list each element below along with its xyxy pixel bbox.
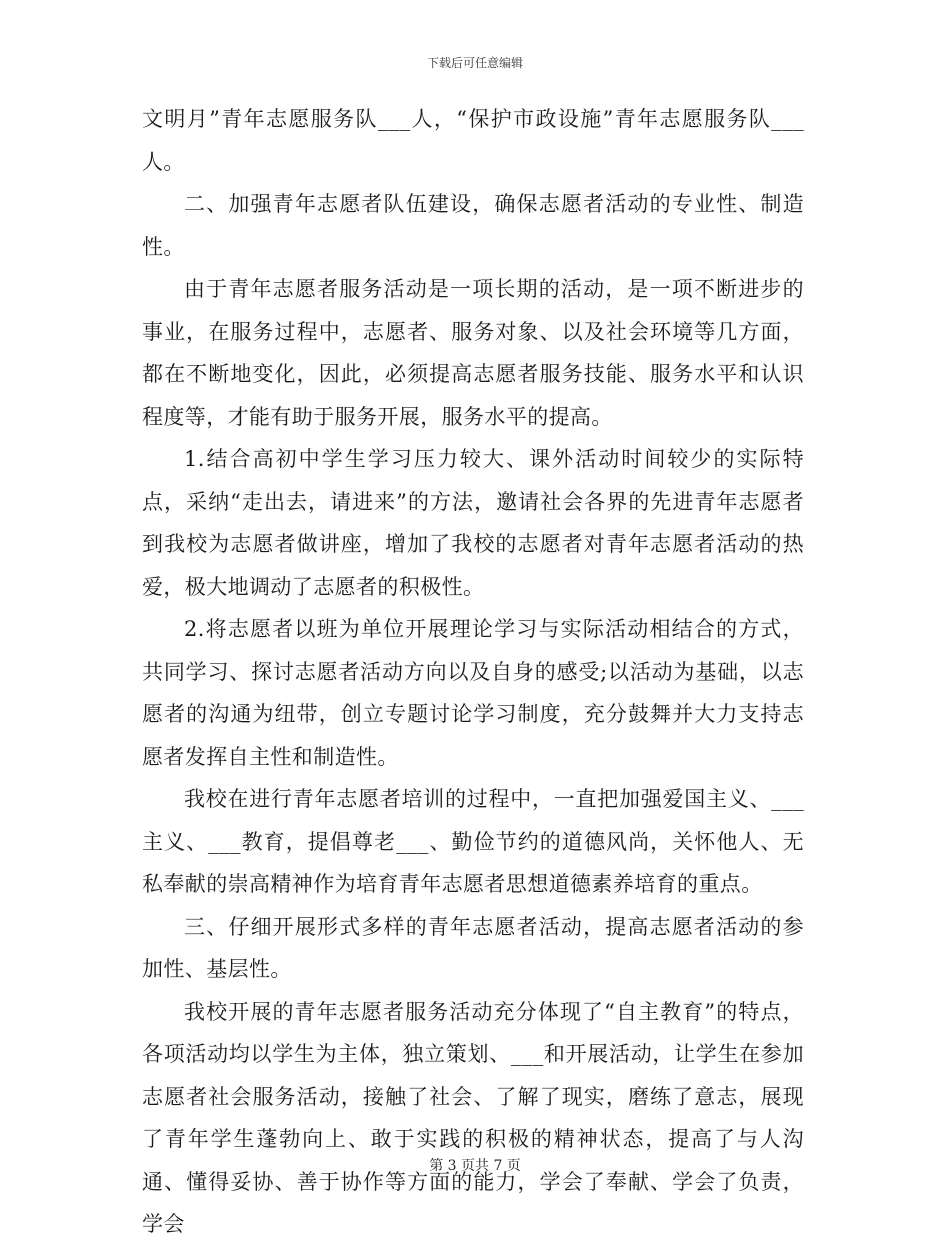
list-item-2: 2.将志愿者以班为单位开展理论学习与实际活动相结合的方式，共同学习、探讨志愿者活动方向以及自身的感受;以活动为基础，以志愿者的沟通为纽带，创立专题讨论学习制度，充分鼓舞并大力支持志愿者发挥自主性和制造性。 [142, 617, 804, 769]
paragraph: 我校开展的青年志愿者服务活动充分体现了“自主教育”的特点，各项活动均以学生为主体，独立策划、___和开展活动，让学生在参加志愿者社会服务活动，接触了社会、了解了现实，磨练了意志，展现了青年学生蓬勃向上、敢于实践的积极的精神状态，提高了与人沟通、懂得妥协、善于协作等方面的能力，学会了奉献、学会了负责，学会 [142, 999, 804, 1236]
paragraph: 由于青年志愿者服务活动是一项长期的活动，是一项不断进步的事业，在服务过程中，志愿者、服务对象、以及社会环境等几方面，都在不断地变化，因此，必须提高志愿者服务技能、服务水平和认识程度等，才能有助于服务开展，服务水平的提高。 [142, 277, 804, 429]
paragraph: 我校在进行青年志愿者培训的过程中，一直把加强爱国主义、___主义、___教育，提倡尊老___、勤俭节约的道德风尚，关怀他人、无私奉献的崇高精神作为培育青年志愿者思想道德素养培育的重点。 [142, 787, 804, 896]
page-number: 第 3 页共 7 页 [429, 1158, 521, 1174]
section-heading-2: 二、加强青年志愿者队伍建设，确保志愿者活动的专业性、制造性。 [142, 192, 804, 259]
list-item-1: 1.结合高初中学生学习压力较大、课外活动时间较少的实际特点，采纳“走出去，请进来”的方法，邀请社会各界的先进青年志愿者到我校为志愿者做讲座，增加了我校的志愿者对青年志愿者活动的热爱，极大地调动了志愿者的积极性。 [142, 447, 804, 599]
page-header: 下载后可任意编辑 [426, 56, 523, 70]
section-heading-3: 三、仔细开展形式多样的青年志愿者活动，提高志愿者活动的参加性、基层性。 [142, 914, 804, 981]
document-body [142, 98, 804, 1246]
paragraph-continuation: 文明月”青年志愿服务队___人，“保护市政设施”青年志愿服务队___人。 [142, 107, 804, 174]
